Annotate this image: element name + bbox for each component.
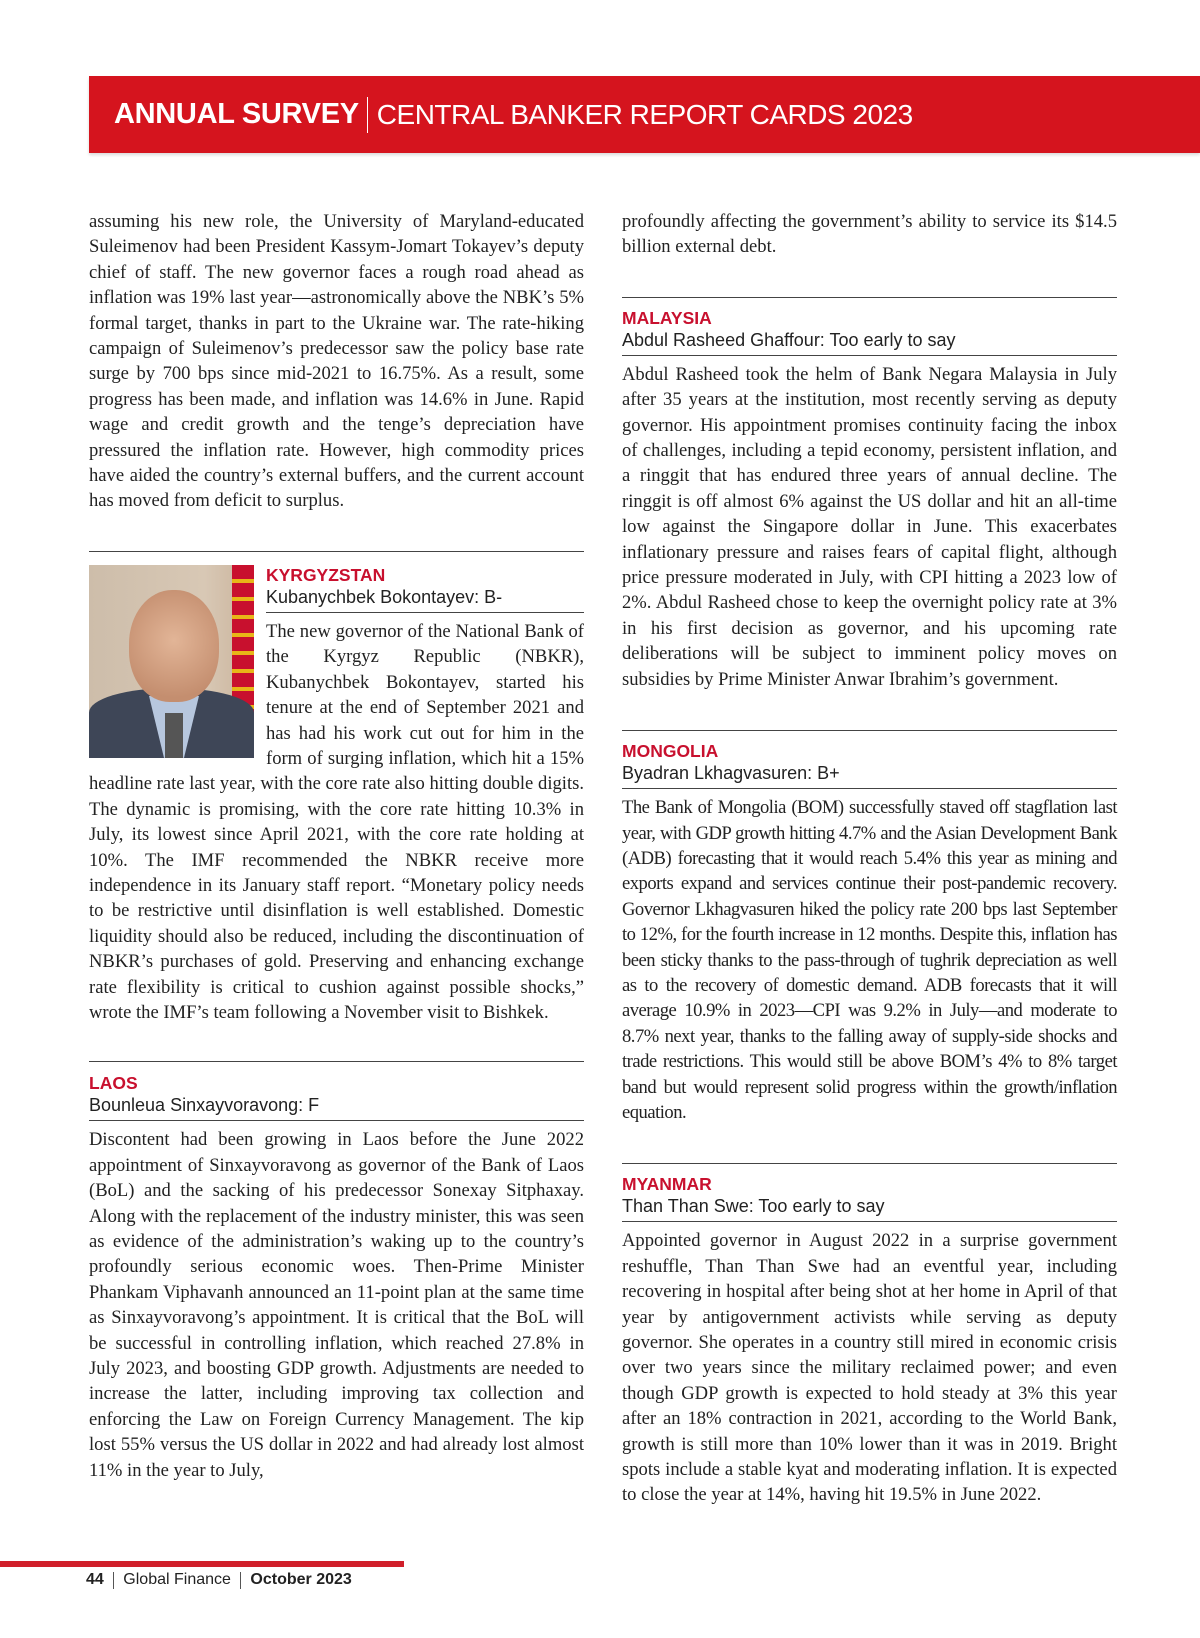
page-title: CENTRAL BANKER REPORT CARDS 2023 [376,98,913,130]
governor-grade: Byadran Lkhagvasuren: B+ [622,763,840,784]
myanmar-body: Appointed governor in August 2022 in a surprise government reshuffle, Than Than Swe had an eventful year, including recovering in hospital after being shot at her home in April of that year by antigovernment activists while serving as deputy governor. She operates in a country still mired in economic crisis over two years since the military reclaimed power; and even though GDP growth is expected to hold steady at 3% this year after an 18% contraction in 2021, according to the World Bank, growth is still more than 10% lower than it was in 2019. Bright spots include a stable kyat and moderating inflation. It is expected to close the year at 14%, having hit 19.5% in June 2022. [622,1230,1117,1506]
issue-date: October 2023 [250,1571,352,1588]
country-label: LAOS [89,1073,138,1094]
country-label: MYANMAR [622,1174,712,1195]
laos-continuation: profoundly affecting the government’s ability to service its $14.5 billion external debt. [622,211,1117,258]
heading-rule [622,355,1117,356]
governor-grade: Kubanychbek Bokontayev: B- [266,586,503,607]
section-divider [622,297,1117,298]
heading-rule [622,788,1117,789]
right-column [622,209,1117,1508]
footer-accent-line [0,1561,404,1567]
publication-name: Global Finance [123,1571,231,1588]
kyrgyz-flag [232,565,254,715]
country-label: KYRGYZSTAN [266,564,386,585]
governor-grade: Than Than Swe: Too early to say [622,1196,885,1217]
heading-rule [622,1221,1117,1222]
footer-divider [113,1572,115,1589]
left-column [89,209,584,1483]
country-label: MALAYSIA [622,307,712,328]
footer-divider [240,1572,242,1589]
laos-section [89,1061,584,1483]
section-divider [89,551,584,552]
section-label: ANNUAL SURVEY [114,98,359,130]
kazakhstan-continuation: assuming his new role, the University of Maryland-educated Suleimenov had been President Kassym-Jomart Tokayev’s deputy chief of staff. The new governor faces a rough road ahead as inflation was 19% last year—astronomically above the NBK’s 5% formal target, thanks in part to the Ukraine war. The rate-hiking campaign of Suleimenov’s predecessor saw the policy base rate surge by 700 bps since mid-2021 to 16.75%. As a result, some progress has been made, and inflation was 14.6% in June. Rapid wage and credit growth and the tenge’s depreciation have pressured the inflation rate. However, high commodity prices have aided the country’s external buffers, and the current account has moved from deficit to surplus. [89,211,584,512]
section-banner [89,76,1200,153]
kyrgyzstan-heading [266,565,584,619]
section-divider [622,730,1117,731]
banner-divider [367,97,368,133]
kyrgyzstan-body: The new governor of the National Bank of the Kyrgyz Republic (NBKR), Kubanychbek Bokontayev, started his tenure at the end of September 2021 and has had his work cut out for him in the form of surging inflation, which hit a 15% headline rate last year, with the core rate also hitting double digits. The dynamic is promising, with the core rate hitting 10.3% in July, its lowest since April 2021, with the core rate holding at 10%. The IMF recommended the NBKR receive more independence in its January staff report. “Monetary policy needs to be restrictive until disinflation is well established. Domestic liquidity should also be reduced, including the discontinuation of NBKR’s purchases of gold. Preserving and enhancing exchange rate flexibility is critical to cushion against possible shocks,” wrote the IMF’s team following a November visit to Bishkek. [89,620,584,1023]
mongolia-body: The Bank of Mongolia (BOM) successfully staved off stagflation last year, with GDP growth hitting 4.7% and the Asian Development Bank (ADB) forecasting that it would reach 5.4% this year as mining and exports expand and services continue their post-pandemic recovery. Governor Lkhagvasuren hiked the policy rate 200 bps last September to 12%, for the fourth increase in 12 months. Despite this, inflation has been sticky thanks to the pass-through of tughrik depreciation as well as to the recovery of domestic demand. ADB forecasts that it will average 10.9% in 2023—CPI was 9.2% in July—and moderate to 8.7% next year, thanks to the falling away of supply-side shocks and trade restrictions. This would still be above BOM’s 4% to 8% target band but would represent solid progress within the growth/inflation equation. [622,797,1117,1123]
malaysia-body: Abdul Rasheed took the helm of Bank Negara Malaysia in July after 35 years at the institution, most recently serving as deputy governor. His appointment promises continuity facing the inbox of challenges, including a tepid economy, persistent inflation, and a ringgit that has endured three years of annual decline. The ringgit is off almost 6% against the US dollar and hit an all-time low against the Singapore dollar in June. This exacerbates inflationary pressure and raises fears of capital flight, although price pressure moderated in July, with CPI hitting a 2023 low of 2%. Abdul Rasheed chose to keep the overnight policy rate at 3% in his first decision as governor, and his upcoming rate deliberations will be subject to imminent policy moves on subsidies by Prime Minister Anwar Ibrahim’s government. [622,363,1117,690]
portrait-face [129,590,219,702]
section-divider [89,1061,584,1062]
governor-grade: Abdul Rasheed Ghaffour: Too early to say [622,329,956,350]
section-divider [622,1163,1117,1164]
portrait-tie [165,713,183,758]
page-number: 44 [86,1571,104,1588]
mongolia-section [622,730,1117,1125]
laos-body: Discontent had been growing in Laos before the June 2022 appointment of Sinxayvoravong as governor of the Bank of Laos (BoL) and the sacking of his predecessor Sonexay Sitphaxay. Along with the replacement of the industry minister, this was seen as evidence of the administration’s waking up to the country’s profoundly serious economic woes. Then-Prime Minister Phankam Viphavanh announced an 11-point plan at the same time as Sinxayvoravong’s appointment. It is critical that the BoL will be successful in controlling inflation, which reached 27.8% in July 2023, and boosting GDP growth. Adjustments are needed to increase the latter, including improving tax collection and enforcing the Law on Foreign Currency Management. The kip lost 55% versus the US dollar in 2022 and had already lost almost 11% in the year to July, [89,1129,584,1481]
governor-portrait-photo [89,565,254,758]
governor-grade: Bounleua Sinxayvoravong: F [89,1095,320,1116]
kyrgyzstan-section [89,551,584,1026]
malaysia-section [622,297,1117,692]
myanmar-section [622,1163,1117,1507]
page-footer [86,1571,352,1589]
heading-rule [266,612,584,613]
country-label: MONGOLIA [622,741,719,762]
heading-rule [89,1120,584,1121]
